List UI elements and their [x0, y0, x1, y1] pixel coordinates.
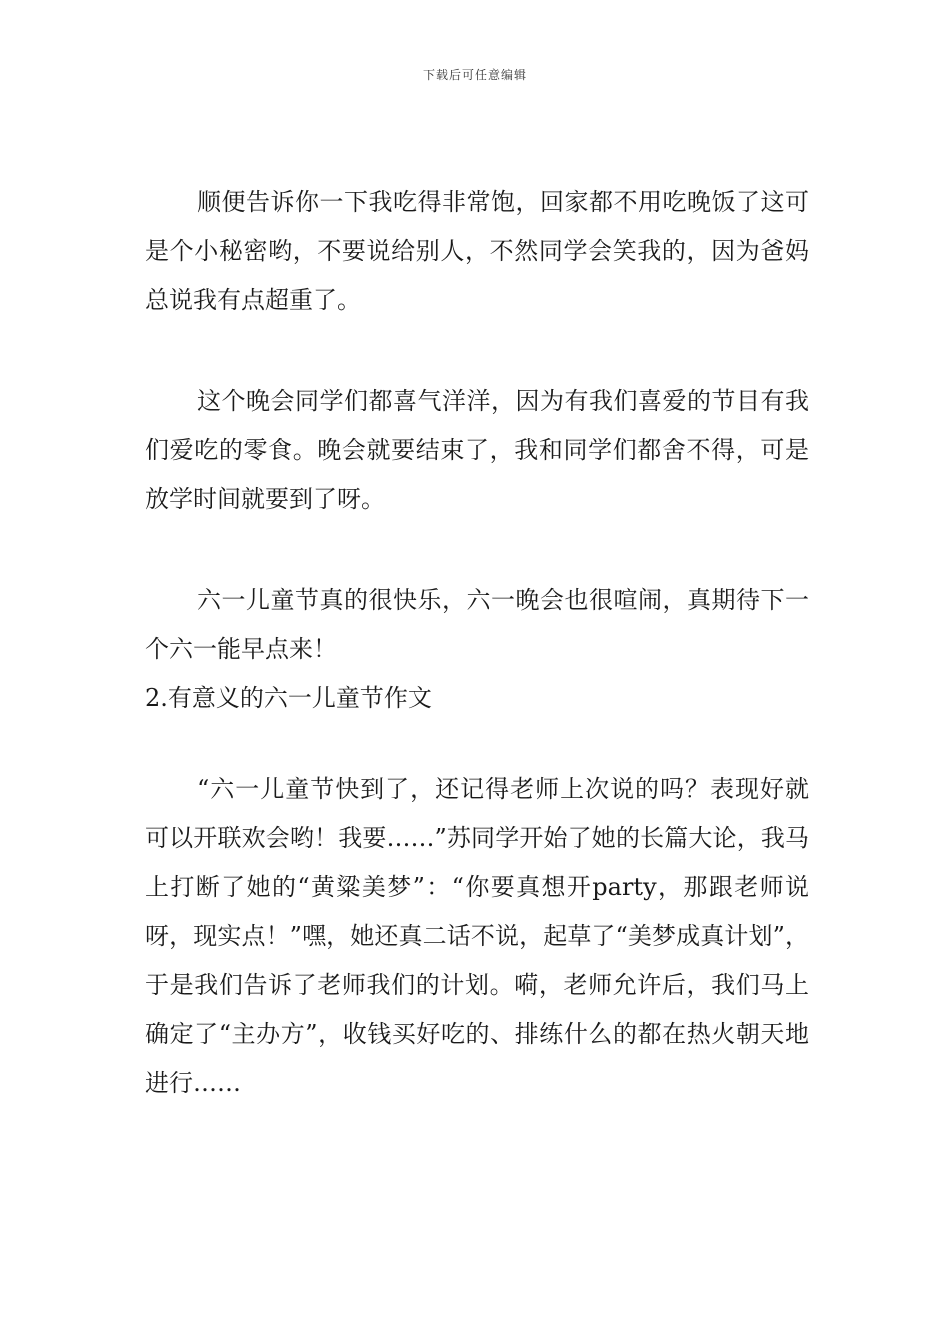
paragraph-2: 这个晚会同学们都喜气洋洋，因为有我们喜爱的节目有我们爱吃的零食。晚会就要结束了，我和同学们都舍不得，可是放学时间就要到了呀。 — [145, 387, 809, 513]
page-header: 下载后可任意编辑 — [422, 68, 527, 82]
section-paragraph: “六一儿童节快到了，还记得老师上次说的吗？表现好就可以开联欢会哟！我要……”苏同学开始了她的长篇大论，我马上打断了她的“黄粱美梦”：“你要真想开party，那跟老师说呀，现实点！”嘿，她还真二话不说，起草了“美梦成真计划”，于是我们告诉了老师我们的计划。嗬，老师允许后，我们马上确定了“主办方”，收钱买好吃的、排练什么的都在热火朝天地进行…… — [145, 775, 809, 1097]
paragraph-3: 六一儿童节真的很快乐，六一晚会也很喧闹，真期待下一个六一能早点来！ — [145, 586, 809, 663]
section-heading: 2.有意义的六一儿童节作文 — [145, 684, 432, 712]
paragraph-1: 顺便告诉你一下我吃得非常饱，回家都不用吃晚饭了这可是个小秘密哟，不要说给别人，不然同学会笑我的，因为爸妈总说我有点超重了。 — [145, 188, 809, 314]
document-body — [145, 178, 809, 1108]
